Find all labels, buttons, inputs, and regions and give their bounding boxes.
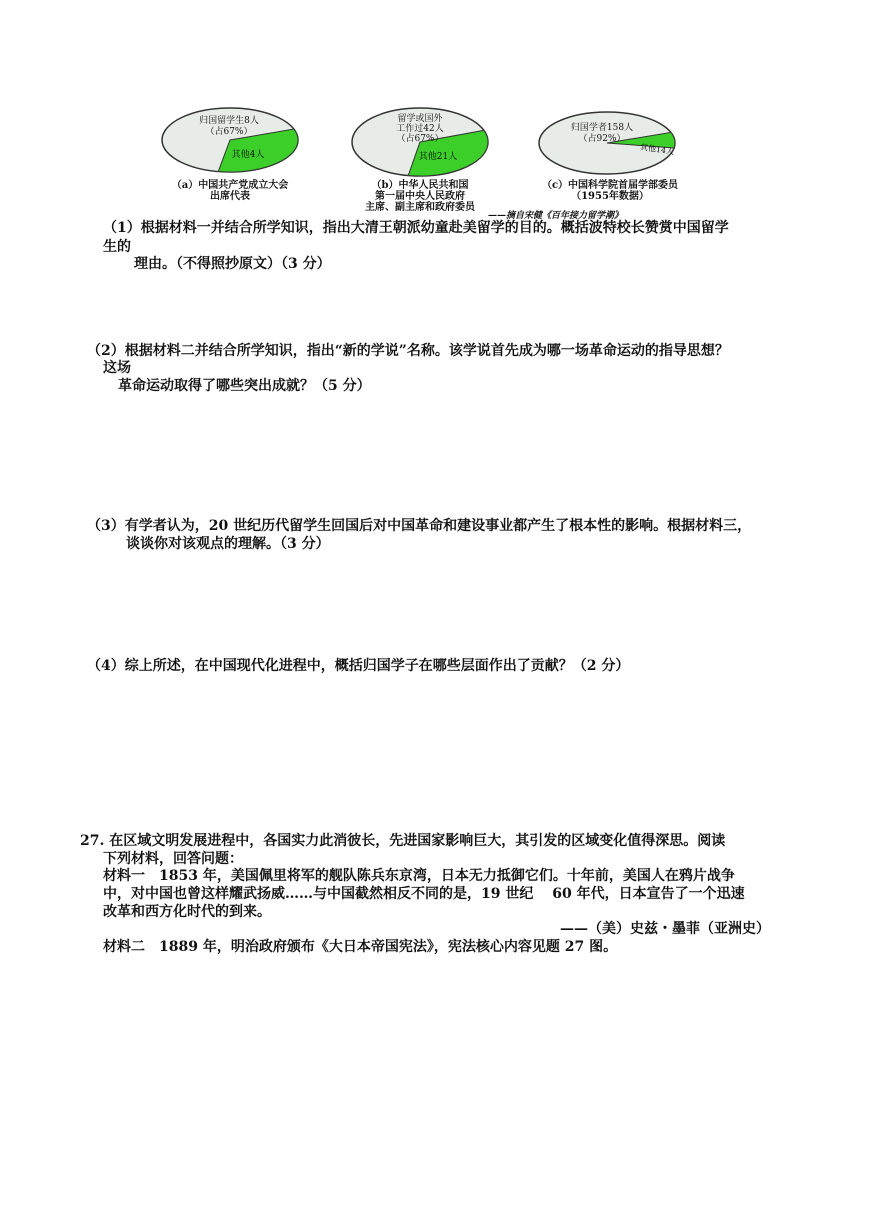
pie-chart-c — [537, 110, 677, 176]
material1-source: ——（美）史兹・墨菲（亚洲史） — [560, 921, 770, 937]
pie-a-caption — [140, 180, 320, 202]
pie-c-main-label: 归国学者158人 — [570, 123, 634, 133]
pie-c-other-label: 其他14人 — [639, 142, 675, 157]
material1-line2: 中，对中国也曾这样耀武扬威……与中国截然相反不同的是，19 世纪 60 年代，日本宣告了一个迅速 — [103, 886, 745, 902]
q1-line3: 理由。（不得照抄原文）（3 分） — [134, 256, 331, 272]
material2-line1: 材料二 1889 年，明治政府颁布《大日本帝国宪法》，宪法核心内容见题 27 图。 — [103, 939, 618, 955]
chart-source: ——摘自宋健《百年接力留学潮》 — [488, 211, 624, 221]
pie-a-caption-line2: 出席代表 — [210, 191, 250, 202]
q2-line1: （2）根据材料二并结合所学知识，指出“新的学说”名称。该学说首先成为哪一场革命运动的指导思想？ — [87, 343, 729, 359]
pie-b-main-label-line2: 工作过42人 — [396, 124, 444, 134]
pie-a-caption-line1: （a）中国共产党成立大会 — [171, 180, 289, 191]
pie-a-main-pct: （占67%） — [205, 127, 253, 137]
pie-a-other-label: 其他4人 — [231, 150, 265, 160]
material1-line3: 改革和西方化时代的到来。 — [103, 904, 271, 920]
pie-b-main-pct: （占67%） — [396, 134, 444, 144]
pie-c-main-pct: （占92%） — [578, 134, 626, 144]
pie-a-main-label: 归国留学生8人 — [199, 116, 259, 126]
pie-c-caption-line1: （c）中国科学院首届学部委员 — [541, 180, 679, 191]
pie-b-caption-line1: （b）中华人民共和国 — [371, 180, 469, 191]
q3-line1: （3）有学者认为，20 世纪历代留学生回国后对中国革命和建设事业都产生了根本性的影响。根据材料三， — [87, 518, 752, 534]
q27-line1: 27. 在区域文明发展进程中，各国实力此消彼长，先进国家影响巨大，其引发的区域变化值得深思。阅读 — [80, 833, 726, 849]
q1-line1: （1）根据材料一并结合所学知识，指出大清王朝派幼童赴美留学的目的。概括波特校长赞赏中国留学 — [103, 220, 729, 236]
q27-line2: 下列材料，回答问题： — [103, 851, 243, 867]
pie-b-main-label-line1: 留学或国外 — [397, 114, 443, 124]
q3-line2: 谈谈你对该观点的理解。（3 分） — [126, 536, 330, 552]
pie-chart-a — [160, 106, 300, 174]
pie-b-caption — [330, 180, 510, 213]
pie-b-caption-line3: 主席、副主席和政府委员 — [365, 202, 475, 213]
q2-line3: 革命运动取得了哪些突出成就？（5 分） — [118, 378, 371, 394]
q2-line2: 这场 — [103, 360, 131, 376]
pie-c-caption-line2: （1955年数据） — [571, 191, 649, 202]
pie-c-caption — [510, 180, 710, 202]
q4-line1: （4）综上所述，在中国现代化进程中，概括归国学子在哪些层面作出了贡献？（2 分） — [87, 658, 630, 674]
pie-chart-b — [350, 106, 490, 178]
pie-b-caption-line2: 第一届中央人民政府 — [375, 191, 465, 202]
q1-line2: 生的 — [103, 239, 131, 255]
material1-line1: 材料一 1853 年，美国佩里将军的舰队陈兵东京湾，日本无力抵御它们。十年前，美国人在鸦片战争 — [103, 868, 735, 884]
pie-b-other-label: 其他21人 — [418, 152, 458, 162]
